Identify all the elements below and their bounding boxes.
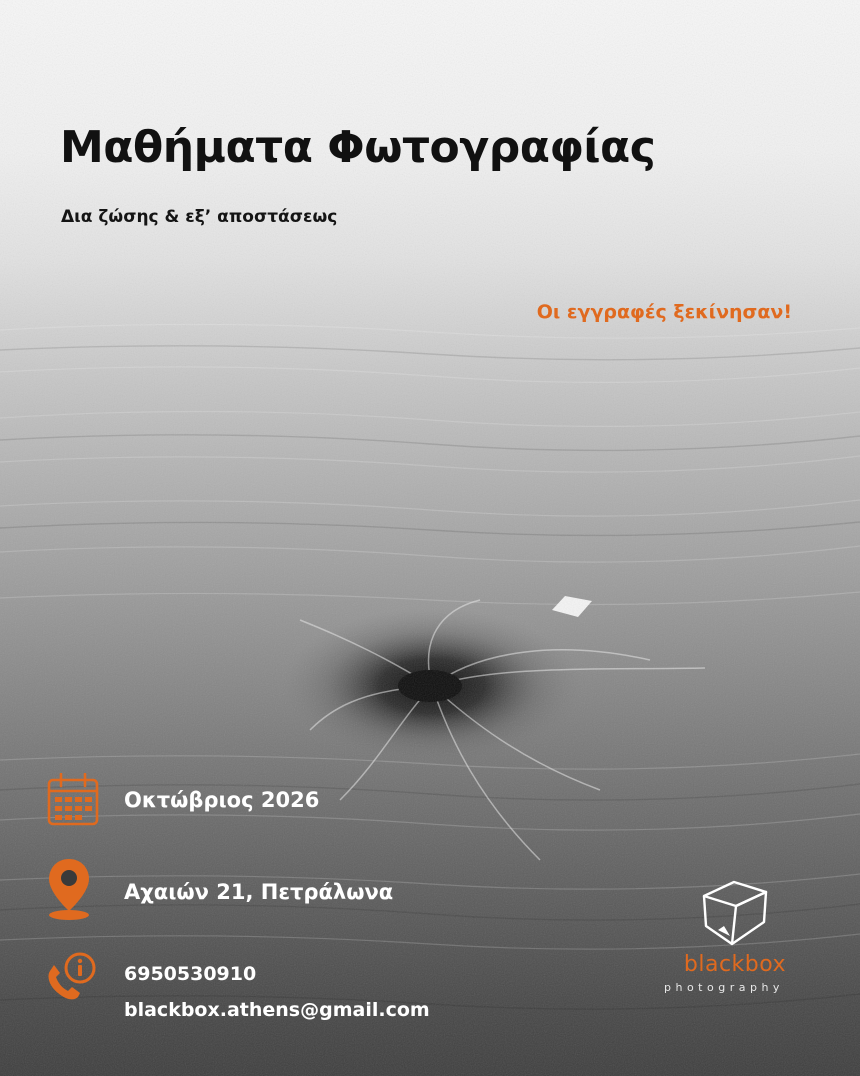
course-address: Αχαιών 21, Πετράλωνα bbox=[124, 880, 394, 904]
logo-wordmark: blackbox bbox=[683, 952, 787, 977]
course-date: Οκτώβριος 2026 bbox=[124, 788, 320, 812]
registration-announcement: Οι εγγραφές ξεκίνησαν! bbox=[536, 301, 792, 323]
location-pin-icon bbox=[47, 857, 91, 921]
phone-info-icon bbox=[44, 951, 100, 1003]
calendar-icon bbox=[46, 773, 100, 827]
phone-number[interactable]: 6950530910 bbox=[124, 963, 257, 985]
poster-subtitle: Δια ζώσης & εξ’ αποστάσεως bbox=[61, 207, 338, 227]
poster-title: Μαθήματα Φωτογραφίας bbox=[60, 122, 656, 173]
email-address[interactable]: blackbox.athens@gmail.com bbox=[124, 999, 430, 1021]
cube-logo-icon bbox=[698, 874, 772, 948]
logo-tagline: photography bbox=[664, 981, 784, 994]
blackbox-logo bbox=[650, 868, 820, 998]
